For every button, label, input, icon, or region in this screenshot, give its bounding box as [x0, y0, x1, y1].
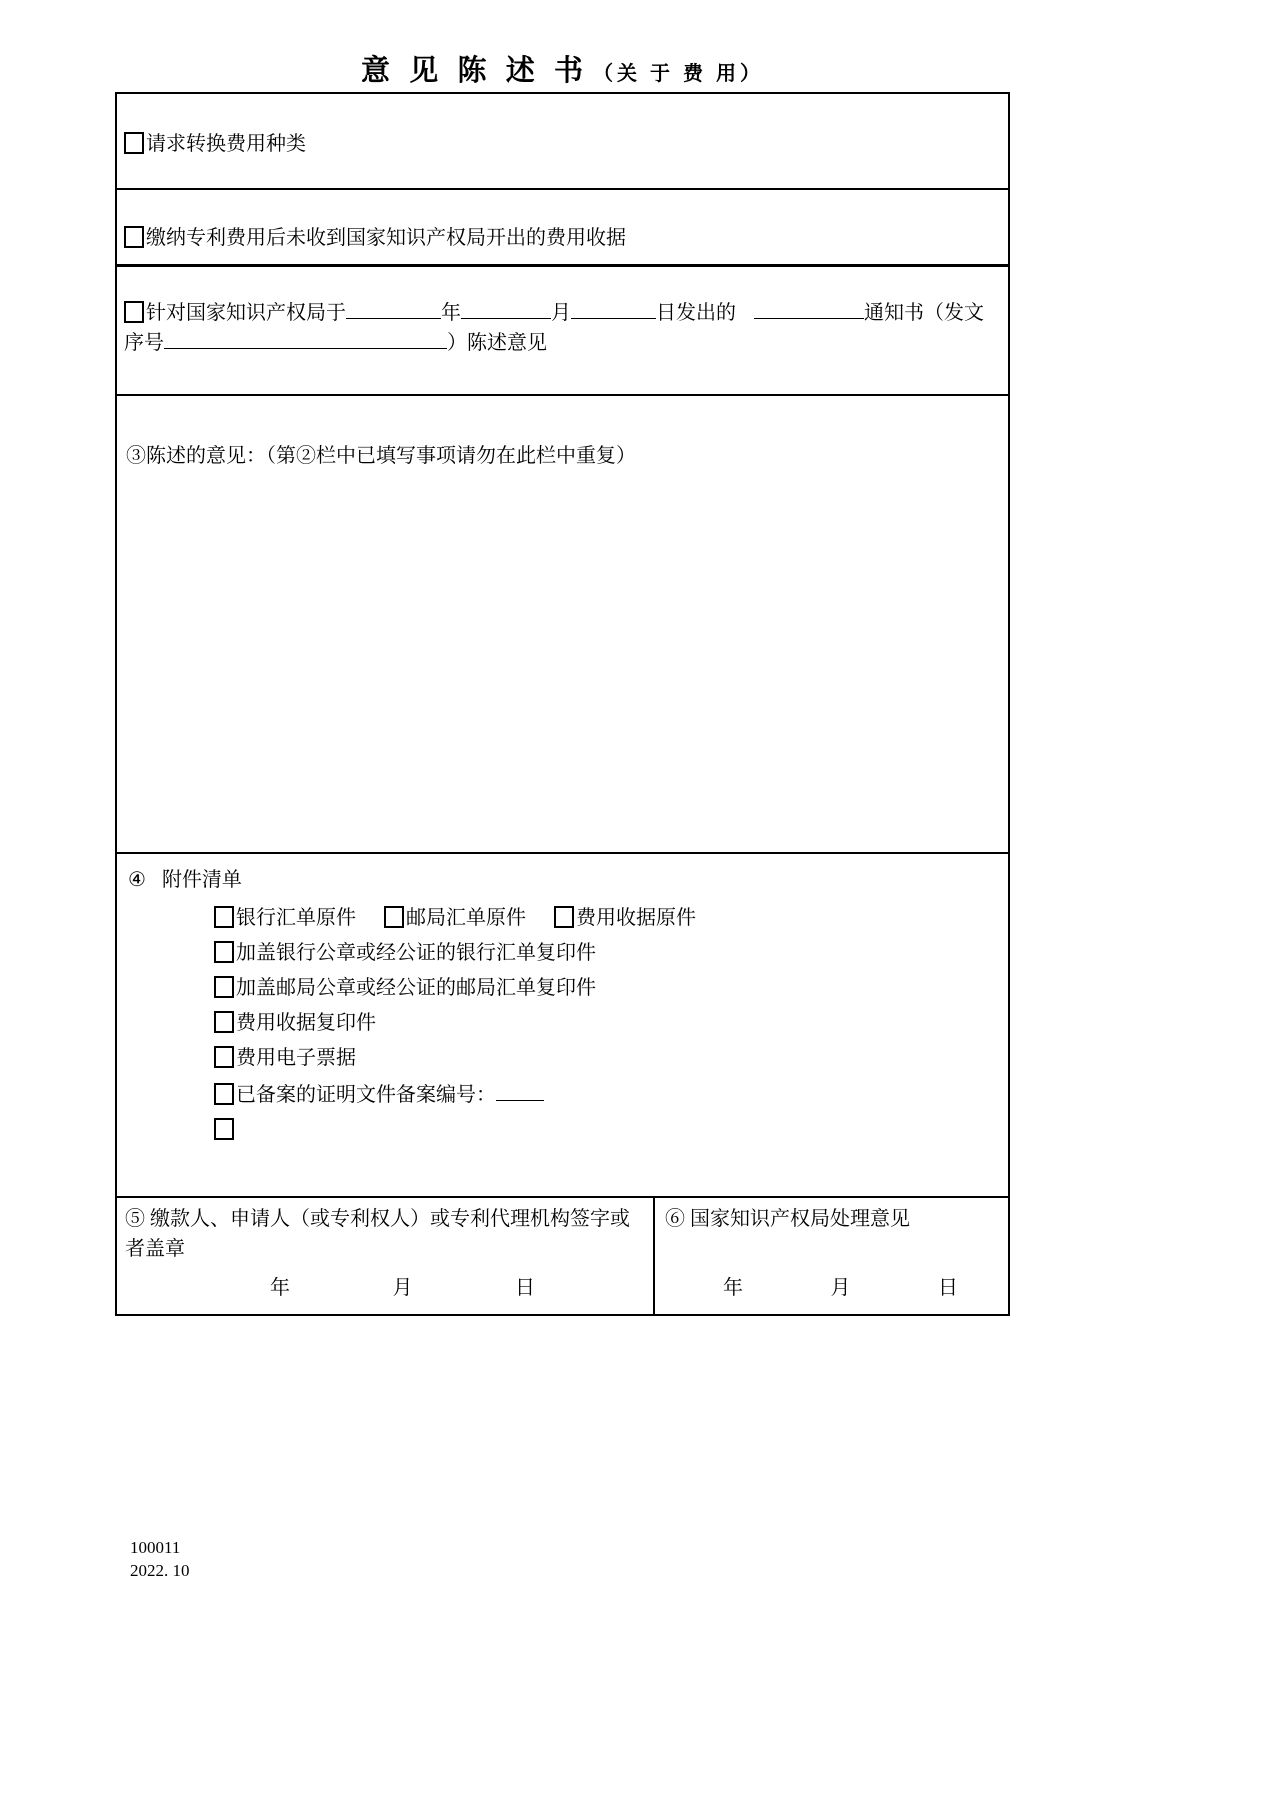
bank-remittance-original-label: 银行汇单原件 [236, 907, 356, 929]
attachment-line-bank-copy [214, 939, 998, 967]
attachment-line-receipt-copy [214, 1009, 998, 1037]
payer-date-line [125, 1274, 645, 1302]
office-opinion-cell [655, 1198, 1008, 1314]
attachment-line-post-copy [214, 974, 998, 1002]
bank-remittance-copy-label: 加盖银行公章或经公证的银行汇单复印件 [236, 942, 596, 964]
form-version-date: 2022. 10 [130, 1561, 190, 1580]
notice-prefix-label: 针对国家知识产权局于 [146, 302, 346, 324]
bank-remittance-original-checkbox[interactable] [214, 906, 234, 928]
notice-serial-label: 序号 [124, 332, 164, 354]
form-table [115, 92, 1010, 1316]
post-remittance-copy-checkbox[interactable] [214, 976, 234, 998]
payer-section-number: ⑤ [125, 1208, 145, 1230]
payer-date-month-label: 月 [392, 1277, 413, 1299]
office-date-month-label: 月 [830, 1277, 851, 1299]
attachment-checkbox-list [126, 904, 998, 1144]
row-attachment-list [117, 854, 1008, 1198]
payer-date-year-label: 年 [270, 1277, 290, 1299]
post-remittance-original-label: 邮局汇单原件 [406, 907, 526, 929]
office-date-day-label: 日 [938, 1277, 958, 1299]
office-section-number: ⑥ [665, 1208, 685, 1230]
attachment-line-e-invoice [214, 1044, 998, 1072]
notice-response-checkbox[interactable] [124, 301, 144, 323]
fee-type-conversion-checkbox[interactable] [124, 132, 144, 154]
notice-year-blank[interactable] [346, 297, 441, 319]
other-attachment-checkbox[interactable] [214, 1118, 234, 1140]
row-notice-response [117, 267, 1008, 396]
attachment-line-filed-document [214, 1079, 998, 1109]
bank-remittance-copy-checkbox[interactable] [214, 941, 234, 963]
office-date-line [665, 1274, 1000, 1302]
fee-e-invoice-label: 费用电子票据 [236, 1047, 356, 1069]
row-fee-type-conversion [117, 94, 1008, 190]
notice-response-line2 [124, 327, 1002, 357]
office-date-year-label: 年 [723, 1277, 743, 1299]
attachment-line-originals [214, 904, 998, 932]
row-opinion-statement [117, 396, 1008, 854]
row-signature-and-office [117, 1198, 1008, 1314]
opinion-statement-label: ③陈述的意见：（第②栏中已填写事项请勿在此栏中重复） [126, 445, 636, 467]
payer-signature-cell [117, 1198, 655, 1314]
notice-type-label: 通知书（发文 [864, 302, 984, 324]
no-receipt-checkbox[interactable] [124, 226, 144, 248]
form-title-main: 意 见 陈 述 书 [360, 55, 589, 87]
notice-month-label: 月 [551, 302, 571, 324]
attachment-section-number: ④ [128, 869, 146, 891]
form-title-sub: （关 于 费 用） [593, 63, 764, 85]
notice-name-blank[interactable] [754, 297, 864, 319]
fee-type-conversion-label: 请求转换费用种类 [146, 133, 306, 155]
filed-document-number-blank[interactable] [496, 1079, 544, 1101]
payer-date-day-label: 日 [515, 1277, 535, 1299]
fee-receipt-original-checkbox[interactable] [554, 906, 574, 928]
fee-receipt-original-label: 费用收据原件 [576, 907, 696, 929]
notice-serial-blank[interactable] [164, 327, 447, 349]
notice-year-label: 年 [441, 302, 461, 324]
notice-response-line1 [124, 297, 1002, 327]
filed-document-checkbox[interactable] [214, 1083, 234, 1105]
notice-day-label: 日发出的 [656, 302, 736, 324]
form-code: 100011 [130, 1538, 181, 1557]
filed-document-label: 已备案的证明文件备案编号： [236, 1084, 496, 1106]
notice-end-label: ）陈述意见 [447, 332, 547, 354]
form-footer [130, 1536, 190, 1582]
fee-e-invoice-checkbox[interactable] [214, 1046, 234, 1068]
payer-signature-header [125, 1204, 645, 1264]
attachment-list-header [128, 866, 998, 894]
office-opinion-header [665, 1204, 1000, 1234]
fee-receipt-copy-label: 费用收据复印件 [236, 1012, 376, 1034]
post-remittance-original-checkbox[interactable] [384, 906, 404, 928]
attachment-section-title: 附件清单 [161, 869, 242, 891]
notice-day-blank[interactable] [571, 297, 656, 319]
row-no-receipt [117, 190, 1008, 267]
no-receipt-label: 缴纳专利费用后未收到国家知识产权局开出的费用收据 [146, 227, 626, 249]
payer-signature-label: 缴款人、申请人（或专利权人）或专利代理机构签字或者盖章 [125, 1208, 630, 1260]
page-title [115, 48, 1010, 89]
office-opinion-label: 国家知识产权局处理意见 [690, 1208, 910, 1230]
attachment-line-other [214, 1116, 998, 1144]
post-remittance-copy-label: 加盖邮局公章或经公证的邮局汇单复印件 [236, 977, 596, 999]
notice-month-blank[interactable] [461, 297, 551, 319]
fee-receipt-copy-checkbox[interactable] [214, 1011, 234, 1033]
